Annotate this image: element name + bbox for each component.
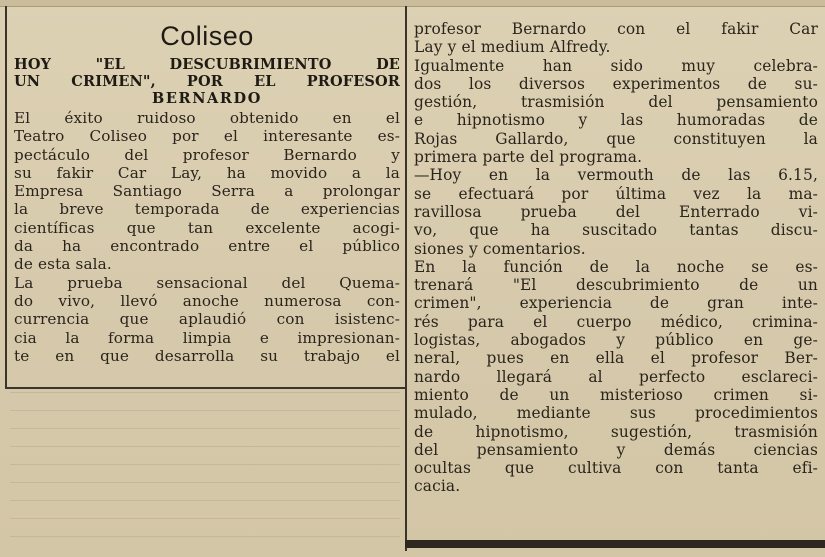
subhead-line: UN CRIMEN", POR EL PROFESOR	[14, 73, 400, 90]
text-line: Empresa Santiago Serra a prolongar	[14, 182, 400, 201]
text-line: de hipnotismo, sugestión, trasmisión	[414, 422, 818, 441]
text-line: nardo llegará al perfecto esclareci-	[414, 367, 818, 386]
text-line: Igualmente han sido muy celebra-	[414, 56, 818, 75]
text-line: su fakir Car Lay, ha movido a la	[14, 163, 400, 182]
column-divider-rule	[405, 6, 407, 551]
text-line: ravillosa prueba del Enterrado vi-	[414, 202, 818, 221]
bottom-heavy-rule	[405, 540, 825, 548]
subhead-line: HOY "EL DESCUBRIMIENTO DE	[14, 56, 400, 73]
text-line: dos los diversos experimentos de su-	[414, 74, 818, 93]
text-line: se efectuará por última vez la ma-	[414, 184, 818, 203]
right-column	[414, 20, 818, 496]
text-line: —Hoy en la vermouth de las 6.15,	[414, 166, 818, 185]
article-headline: Coliseo	[160, 21, 254, 51]
text-line: del pensamiento y demás ciencias	[414, 440, 818, 459]
text-line: cia la forma limpia e impresionan-	[14, 328, 400, 347]
text-line: do vivo, llevó anoche numerosa con-	[14, 291, 400, 310]
text-line: Teatro Coliseo por el interesante es-	[14, 127, 400, 146]
bleed-through-texture	[10, 392, 400, 542]
text-line: profesor Bernardo con el fakir Car	[414, 20, 818, 38]
text-line: El éxito ruidoso obtenido en el	[14, 109, 400, 127]
right-column-body	[414, 20, 818, 496]
text-line: vo, que ha suscitado tantas discu-	[414, 221, 818, 240]
text-line: rés para el cuerpo médico, crimina-	[414, 312, 818, 331]
text-line: la breve temporada de experiencias	[14, 200, 400, 219]
left-column-body	[14, 109, 400, 365]
text-line: ocultas que cultiva con tanta efi-	[414, 459, 818, 478]
article-subhead	[14, 56, 400, 107]
article-end-rule	[6, 387, 405, 389]
subhead-line: BERNARDO	[152, 90, 262, 107]
text-line: te en que desarrolla su trabajo el	[14, 346, 400, 365]
top-edge-strip	[0, 0, 825, 7]
text-line: crimen", experiencia de gran inte-	[414, 294, 818, 313]
text-line: En la función de la noche se es-	[414, 257, 818, 276]
left-column	[14, 18, 400, 365]
text-line: e hipnotismo y las humoradas de	[414, 111, 818, 130]
text-line: cacia.	[414, 477, 461, 496]
text-line: logistas, abogados y público en ge-	[414, 331, 818, 350]
text-line: mulado, mediante sus procedimientos	[414, 404, 818, 423]
text-line: neral, pues en ella el profesor Ber-	[414, 349, 818, 368]
text-line: Rojas Gallardo, que constituyen la	[414, 129, 818, 148]
text-line: de esta sala.	[14, 255, 112, 274]
text-line: pectáculo del profesor Bernardo y	[14, 145, 400, 164]
text-line: científicas que tan excelente acogi-	[14, 218, 400, 237]
left-column-rule	[5, 6, 7, 389]
text-line: currencia que aplaudió con isistenc-	[14, 310, 400, 329]
text-line: siones y comentarios.	[414, 239, 586, 258]
text-line: primera parte del programa.	[414, 148, 643, 167]
text-line: miento de un misterioso crimen si-	[414, 385, 818, 404]
text-line: Lay y el medium Alfredy.	[414, 38, 611, 57]
text-line: gestión, trasmisión del pensamiento	[414, 93, 818, 112]
text-line: La prueba sensacional del Quema-	[14, 273, 400, 292]
text-line: da ha encontrado entre el público	[14, 237, 400, 256]
text-line: trenará "El descubrimiento de un	[414, 276, 818, 295]
